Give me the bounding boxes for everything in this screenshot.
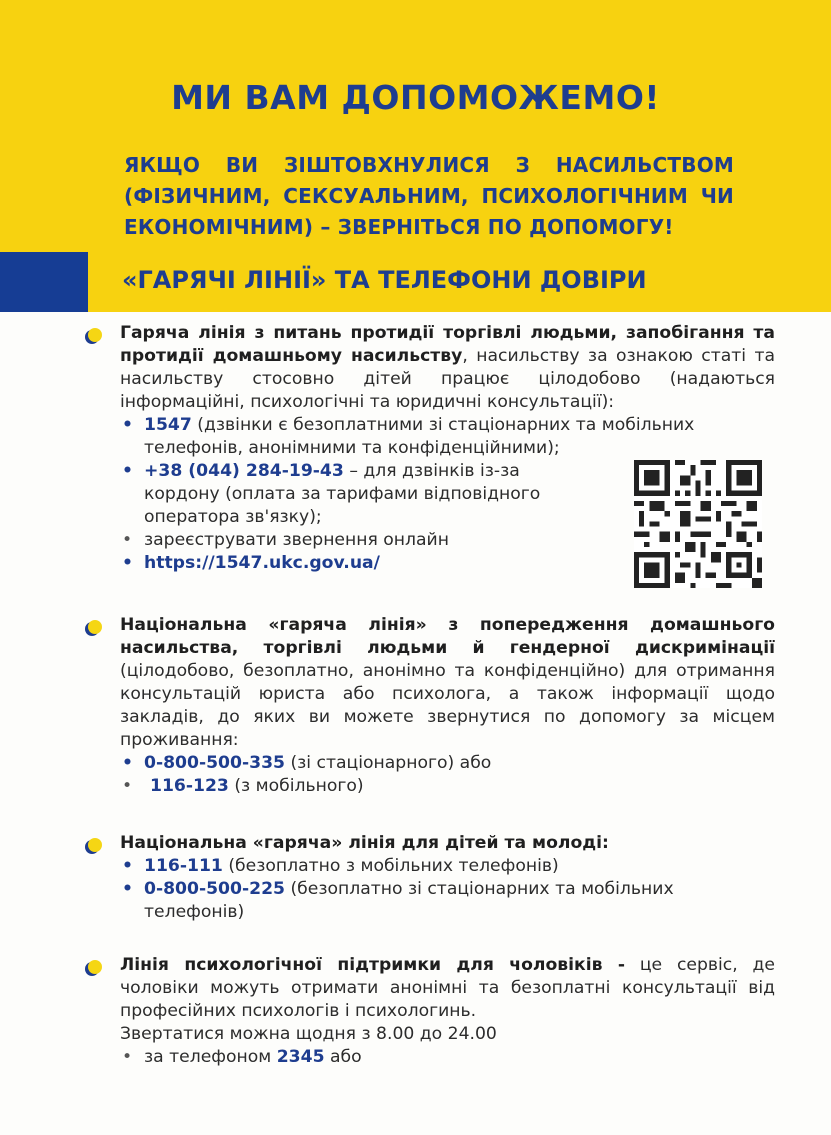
phone-number[interactable]: 1547 <box>144 415 192 435</box>
list-item: • https://1547.ukc.gov.ua/ <box>122 553 380 573</box>
section-children-hotline <box>120 832 775 924</box>
phone-number[interactable]: 116-111 <box>144 856 223 876</box>
bullet-dot-icon <box>88 328 102 342</box>
section-text: це сервіс, де чоловіки можуть отримати анонімні та безоплатні консультації від професійних психологів і психологинь. <box>120 955 775 1021</box>
page-title: МИ ВАМ ДОПОМОЖЕМО! <box>171 78 660 117</box>
phone-number[interactable]: 116-123 <box>150 776 229 796</box>
bullet-dot-icon <box>88 838 102 852</box>
list-item: • 116-111 (безоплатно з мобільних телефонів) <box>122 856 559 876</box>
phone-number[interactable]: 0-800-500-335 <box>144 753 285 773</box>
list-item: • зареєструвати звернення онлайн <box>122 530 449 550</box>
list-item: • 0-800-500-225 (безоплатно зі стаціонарних та мобільних телефонів) <box>122 879 674 922</box>
qr-code-icon[interactable] <box>633 460 763 588</box>
section-text: , насильству за ознакою статі та насильству стосовно дітей працює цілодобово (надаються інформаційні, психологічні та юридичні консультації): <box>120 346 775 412</box>
section-lead: Національна «гаряча лінія» з попередження домашнього насильства, торгівлі людьми й гендерної дискримінації <box>120 615 775 658</box>
section-national-hotline <box>120 614 775 798</box>
page-subtitle: ЯКЩО ВИ ЗІШТОВХНУЛИСЯ З НАСИЛЬСТВОМ (ФІЗИЧНИМ, СЕКСУАЛЬНИМ, ПСИХОЛОГІЧНИМ ЧИ ЕКОНОМІЧНИМ) – ЗВЕРНІТЬСЯ ПО ДОПОМОГУ! <box>124 153 734 239</box>
item-text: за телефоном <box>144 1047 277 1067</box>
online-registration-text: зареєструвати звернення онлайн <box>144 530 449 550</box>
phone-number[interactable]: 2345 <box>276 1047 325 1067</box>
working-hours: Звертатися можна щодня з 8.00 до 24.00 <box>120 1024 497 1044</box>
item-text: (безоплатно зі стаціонарних та мобільних телефонів) <box>144 879 674 922</box>
section-paragraph <box>120 832 775 855</box>
item-text: – для дзвінків із-за кордону (оплата за тарифами відповідного оператора зв'язку); <box>144 461 541 527</box>
list-item: • +38 (044) 284-19-43 – для дзвінків із-за кордону (оплата за тарифами відповідного оператора зв'язку); <box>122 461 541 527</box>
section-lead: Національна «гаряча» лінія для дітей та молоді: <box>120 833 609 853</box>
list-item: • 116-123 (з мобільного) <box>122 776 364 796</box>
phone-number[interactable]: 0-800-500-225 <box>144 879 285 899</box>
section-lead: Лінія психологічної підтримки для чоловіків - <box>120 955 625 975</box>
contact-list <box>120 752 775 798</box>
contact-list <box>120 1046 775 1069</box>
item-text: (з мобільного) <box>228 776 364 796</box>
section-text: (цілодобово, безоплатно, анонімно та конфіденційно) для отримання консультацій юриста або психолога, а також інформації щодо закладів, до яких ви можете звернутися по допомогу за місцем проживання: <box>120 661 775 750</box>
bullet-dot-icon <box>88 960 102 974</box>
section-lead: Гаряча лінія з питань протидії торгівлі людьми, запобігання та протидії домашньому насильству <box>120 323 775 366</box>
list-item: • 0-800-500-335 (зі стаціонарного) або <box>122 753 492 773</box>
phone-number[interactable]: +38 (044) 284-19-43 <box>144 461 344 481</box>
item-text: або <box>324 1047 362 1067</box>
item-text: (дзвінки є безоплатними зі стаціонарних та мобільних телефонів, анонімними та конфіденційними); <box>144 415 695 458</box>
section-paragraph <box>120 954 775 1023</box>
bullet-dot-icon <box>88 620 102 634</box>
hotlines-heading: «ГАРЯЧІ ЛІНІЇ» ТА ТЕЛЕФОНИ ДОВІРИ <box>122 266 647 294</box>
contact-list <box>120 855 775 924</box>
item-text: (зі стаціонарного) або <box>285 753 492 773</box>
list-item: • 1547 (дзвінки є безоплатними зі стаціонарних та мобільних телефонів, анонімними та конфіденційними); <box>122 415 695 458</box>
website-link[interactable]: https://1547.ukc.gov.ua/ <box>144 553 380 573</box>
section-men-support <box>120 954 775 1069</box>
item-text: (безоплатно з мобільних телефонів) <box>222 856 559 876</box>
section-paragraph <box>120 322 775 414</box>
section-paragraph <box>120 614 775 752</box>
list-item: • за телефоном 2345 або <box>122 1047 362 1067</box>
